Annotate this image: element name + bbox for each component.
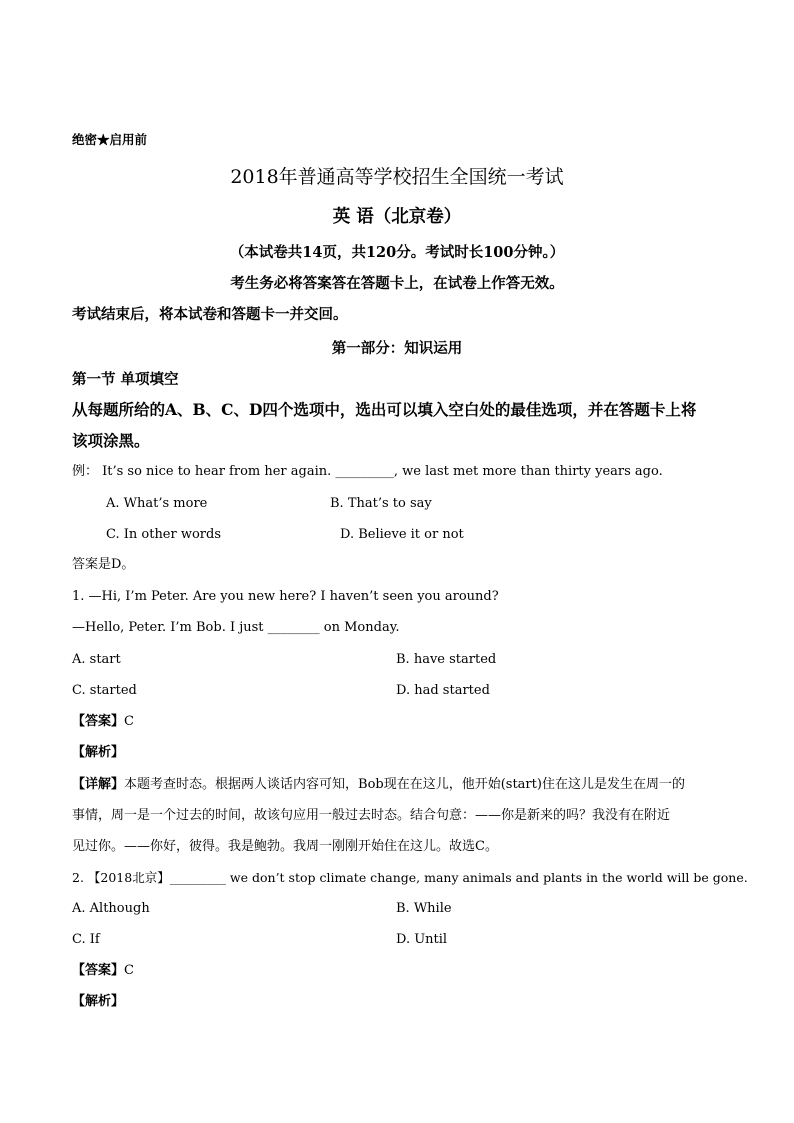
instruction-line-2: 该项涂黑。: [72, 431, 150, 450]
q2-option-d: D. Until: [396, 932, 448, 947]
q1-option-a: A. start: [72, 652, 121, 667]
section-heading: 第一节 单项填空: [72, 371, 179, 388]
q1-line-1: 1. —Hi, I’m Peter. Are you new here? I haven’t seen you around?: [72, 589, 499, 604]
example-option-b: B. That’s to say: [330, 496, 432, 511]
q1-detail-line-3: 见过你。——你好，彼得。我是鲍勃。我周一刚刚开始住在这儿。故选C。: [72, 839, 498, 854]
q1-option-b: B. have started: [396, 652, 497, 667]
example-stem: 例： It’s so nice to hear from her again. _________, we last met more than thirty years ago.: [72, 464, 663, 479]
q2-answer-row: [72, 963, 134, 979]
q1-option-d: D. had started: [396, 683, 490, 698]
q1-detail-tag: 【详解】: [72, 777, 125, 792]
q2-option-a: A. Although: [72, 901, 150, 916]
q1-analysis-tag: 【解析】: [72, 745, 125, 760]
q1-answer-value: C: [124, 714, 134, 729]
q1-answer-row: [72, 714, 134, 730]
q1-detail-line-2: 事情，周一是一个过去的时间，故该句应用一般过去时态。结合句意：——你是新来的吗？我没有在附近: [72, 808, 671, 823]
q2-option-c: C. If: [72, 932, 100, 947]
q2-option-b: B. While: [396, 901, 452, 916]
instruction-line-1: 从每题所给的A、B、C、D四个选项中，选出可以填入空白处的最佳选项，并在答题卡上将: [72, 400, 697, 419]
q1-answer-tag: 【答案】: [72, 714, 125, 729]
part-heading: 第一部分：知识运用: [331, 340, 463, 357]
example-option-c: C. In other words: [106, 527, 222, 542]
q1-detail-text-1: 本题考查时态。根据两人谈话内容可知，Bob现在在这儿，他开始(start)住在这儿是发生在周一的: [124, 777, 685, 792]
q1-line-2: —Hello, Peter. I’m Bob. I just ________ on Monday.: [72, 620, 400, 635]
q1-detail-line-1: [72, 777, 685, 793]
q2-answer-value: C: [124, 963, 134, 978]
confidential-label: 绝密★启用前: [72, 132, 148, 147]
q2-answer-tag: 【答案】: [72, 963, 125, 978]
notice-line-1: 考生务必将答案答在答题卡上，在试卷上作答无效。: [230, 275, 564, 292]
notice-line-2: 考试结束后，将本试卷和答题卡一并交回。: [72, 306, 348, 323]
exam-title: 2018年普通高等学校招生全国统一考试: [230, 166, 564, 188]
q1-option-c: C. started: [72, 683, 137, 698]
exam-info: （本试卷共14页，共120分。考试时长100分钟。）: [229, 244, 565, 261]
example-option-a: A. What’s more: [106, 496, 208, 511]
example-option-d: D. Believe it or not: [340, 527, 464, 542]
example-answer: 答案是D。: [72, 557, 135, 572]
q2-analysis-tag: 【解析】: [72, 994, 125, 1009]
exam-subtitle: 英 语（北京卷）: [332, 207, 462, 227]
q2-stem: 2. 【2018北京】_________ we don’t stop climate change, many animals and plants in the world will be gone.: [72, 870, 748, 885]
